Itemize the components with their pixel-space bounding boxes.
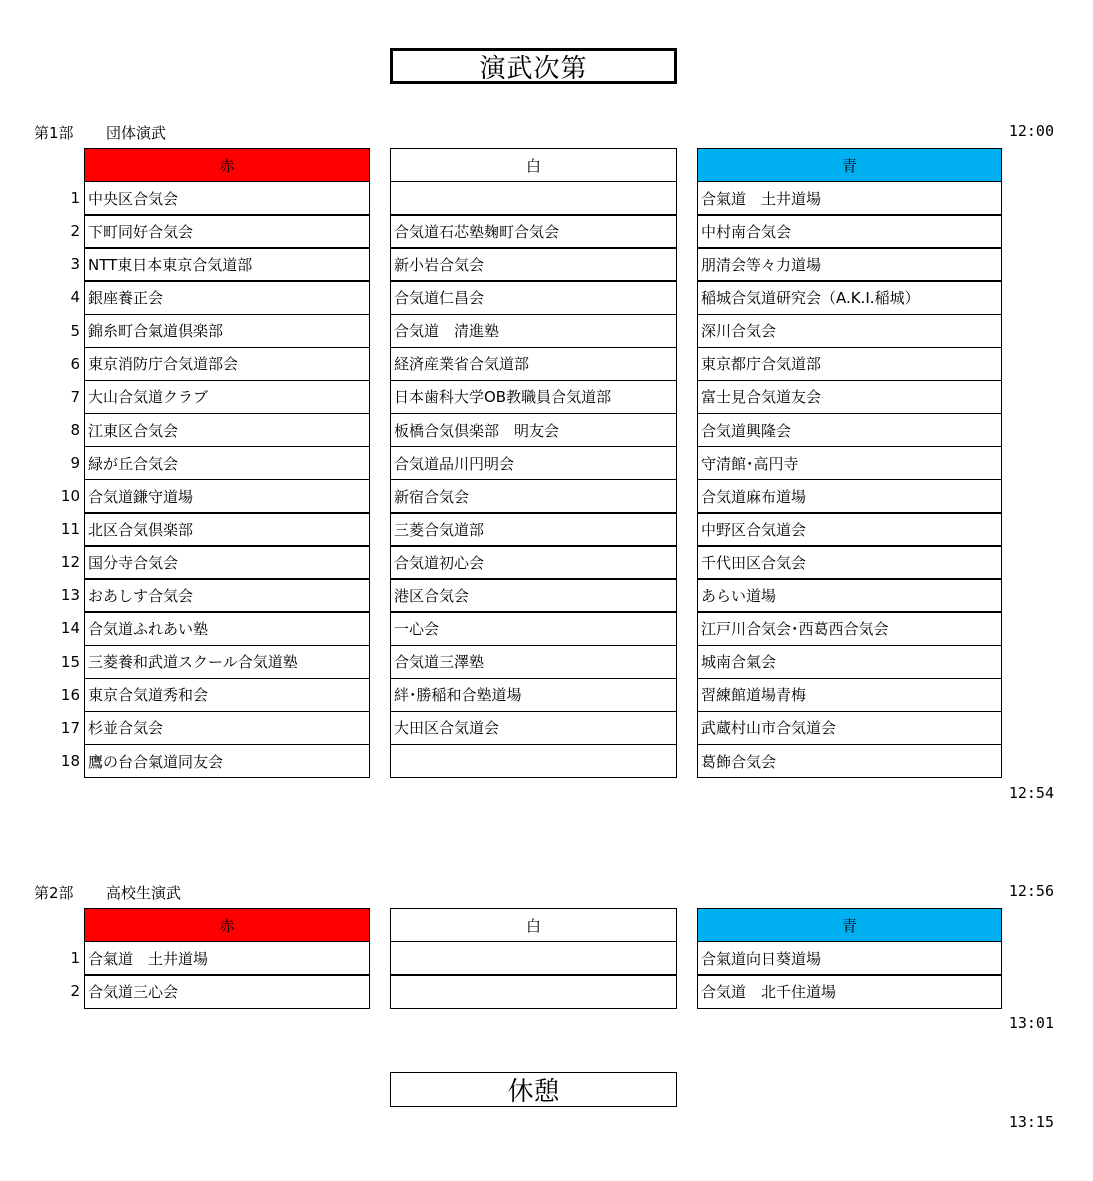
table-cell-red: 合気道鎌守道場 <box>84 479 370 514</box>
row-number: 2 <box>70 982 80 1001</box>
table-cell-blue: 東京都庁合気道部 <box>697 347 1002 382</box>
table-cell-white: 合気道初心会 <box>390 545 677 580</box>
header-blue: 青 <box>697 148 1002 182</box>
table-cell-red: 銀座養正会 <box>84 280 370 315</box>
row-number: 10 <box>60 487 80 505</box>
row-number: 11 <box>60 520 80 539</box>
table-cell-red: 三菱養和武道スクール合気道塾 <box>84 645 370 680</box>
header-red: 赤 <box>84 908 370 942</box>
table-cell-red: 錦糸町合氣道倶楽部 <box>84 314 370 349</box>
table-cell-white: 経済産業省合気道部 <box>390 347 677 382</box>
table-cell-red: 東京消防庁合気道部会 <box>84 347 370 382</box>
table-cell-blue: 合気道興隆会 <box>697 413 1002 448</box>
table-cell-blue: 稲城合気道研究会（A.K.I.稲城） <box>697 280 1002 315</box>
table-cell-blue: 中野区合気道会 <box>697 512 1002 547</box>
row-number: 4 <box>70 288 80 307</box>
table-cell-white: 合気道仁昌会 <box>390 280 677 315</box>
table-cell-white: 三菱合気道部 <box>390 512 677 547</box>
table-cell-white: 一心会 <box>390 611 677 646</box>
table-cell-blue: 合氣道 土井道場 <box>697 181 1002 216</box>
table-cell-red: 中央区合気会 <box>84 181 370 216</box>
table-cell-white: 新宿合気会 <box>390 479 677 514</box>
table-cell-red: 緑が丘合気会 <box>84 446 370 481</box>
row-number: 12 <box>60 553 80 572</box>
section1-name: 団体演武 <box>106 124 167 142</box>
page-title-text: 演武次第 <box>479 53 588 84</box>
table-cell-red: おあしす合気会 <box>84 578 370 613</box>
page-title <box>390 48 677 84</box>
table-cell-blue: 葛飾合気会 <box>697 744 1002 779</box>
section1-end-time: 12:54 <box>1008 784 1054 802</box>
row-number: 14 <box>60 619 80 638</box>
section2-label <box>34 882 181 903</box>
table-cell-white <box>390 941 677 976</box>
row-number: 7 <box>70 387 80 406</box>
table-cell-red: 合気道三心会 <box>84 974 370 1009</box>
table-cell-blue: 武蔵村山市合気道会 <box>697 711 1002 746</box>
row-number: 1 <box>70 949 80 968</box>
table-cell-white: 板橋合気倶楽部 明友会 <box>390 413 677 448</box>
row-number: 6 <box>70 354 80 373</box>
section2-part: 第2部 <box>34 884 74 902</box>
table-cell-red: 鷹の台合氣道同友会 <box>84 744 370 779</box>
table-cell-red: 大山合気道クラブ <box>84 380 370 415</box>
header-white: 白 <box>390 148 677 182</box>
table-cell-white <box>390 744 677 779</box>
table-cell-blue: 朋清会等々力道場 <box>697 247 1002 282</box>
table-cell-white: 日本歯科大学OB教職員合気道部 <box>390 380 677 415</box>
table-cell-red: 下町同好合気会 <box>84 214 370 249</box>
table-cell-blue: 城南合氣会 <box>697 645 1002 680</box>
header-blue: 青 <box>697 908 1002 942</box>
table-cell-white <box>390 181 677 216</box>
table-cell-white: 合気道品川円明会 <box>390 446 677 481</box>
section1-part: 第1部 <box>34 124 74 142</box>
table-cell-white: 大田区合気道会 <box>390 711 677 746</box>
section2-start-time: 12:56 <box>1008 882 1054 900</box>
row-number: 13 <box>60 586 80 605</box>
table-cell-white: 絆･勝稲和合塾道場 <box>390 678 677 713</box>
header-white: 白 <box>390 908 677 942</box>
row-number: 15 <box>60 652 80 671</box>
row-number: 9 <box>70 453 80 472</box>
row-number: 3 <box>70 255 80 274</box>
table-cell-blue: 合氣道向日葵道場 <box>697 941 1002 976</box>
table-cell-red: 合氣道 土井道場 <box>84 941 370 976</box>
break-title: 休憩 <box>507 1077 560 1107</box>
table-cell-blue: 千代田区合気会 <box>697 545 1002 580</box>
table-cell-blue: 習練館道場青梅 <box>697 678 1002 713</box>
table-cell-white: 合気道三澤塾 <box>390 645 677 680</box>
table-cell-white: 合気道 清進塾 <box>390 314 677 349</box>
section1-start-time: 12:00 <box>1008 122 1054 140</box>
table-cell-blue: 江戸川合気会･西葛西合気会 <box>697 611 1002 646</box>
table-cell-blue: あらい道場 <box>697 578 1002 613</box>
table-cell-blue: 深川合気会 <box>697 314 1002 349</box>
table-cell-white: 新小岩合気会 <box>390 247 677 282</box>
section2-end-time: 13:01 <box>1008 1014 1054 1032</box>
table-cell-white: 港区合気会 <box>390 578 677 613</box>
table-cell-red: 合気道ふれあい塾 <box>84 611 370 646</box>
row-number: 18 <box>60 751 80 770</box>
table-cell-blue: 守清館･高円寺 <box>697 446 1002 481</box>
row-number: 8 <box>70 420 80 439</box>
table-cell-red: NTT東日本東京合気道部 <box>84 247 370 282</box>
row-number: 1 <box>70 189 80 208</box>
row-number: 16 <box>60 685 80 704</box>
table-cell-red: 北区合気倶楽部 <box>84 512 370 547</box>
table-cell-white: 合気道石芯塾麹町合気会 <box>390 214 677 249</box>
break-box <box>390 1072 677 1107</box>
table-cell-blue: 合気道 北千住道場 <box>697 974 1002 1009</box>
table-cell-red: 東京合気道秀和会 <box>84 678 370 713</box>
table-cell-red: 江東区合気会 <box>84 413 370 448</box>
table-cell-blue: 合気道麻布道場 <box>697 479 1002 514</box>
row-number: 2 <box>70 222 80 241</box>
section2-name: 高校生演武 <box>106 884 182 902</box>
table-cell-red: 杉並合気会 <box>84 711 370 746</box>
row-number: 17 <box>60 718 80 737</box>
table-cell-red: 国分寺合気会 <box>84 545 370 580</box>
table-cell-white <box>390 974 677 1009</box>
table-cell-blue: 中村南合気会 <box>697 214 1002 249</box>
table-cell-blue: 富士見合気道友会 <box>697 380 1002 415</box>
header-red: 赤 <box>84 148 370 182</box>
row-number: 5 <box>70 321 80 340</box>
break-end-time: 13:15 <box>1008 1113 1054 1131</box>
section1-label <box>34 122 166 143</box>
